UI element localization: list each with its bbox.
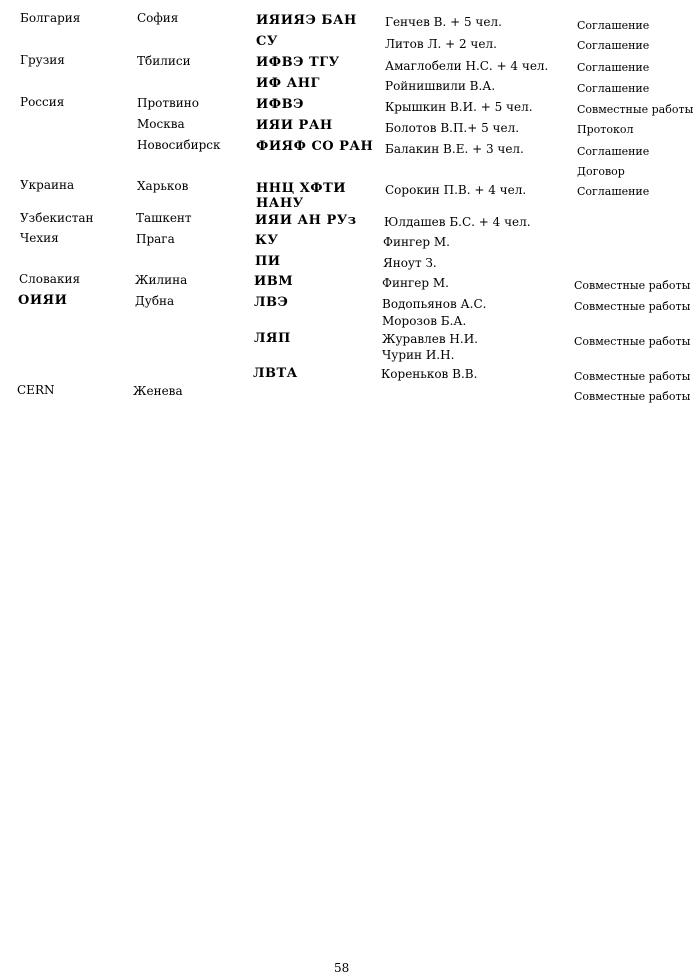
city-cell: Дубна bbox=[135, 294, 175, 308]
agreement-cell: Соглашение bbox=[577, 145, 650, 158]
city-cell: Жилина bbox=[135, 273, 188, 287]
institute-cell: ИЯИ АН РУз bbox=[255, 213, 357, 228]
agreement-cell: Совместные работы bbox=[574, 390, 691, 403]
country-cell: Узбекистан bbox=[20, 211, 94, 225]
persons-cell-line2: Чурин И.Н. bbox=[382, 348, 455, 362]
city-cell: Новосибирск bbox=[137, 138, 221, 152]
institute-cell: ЛВЭ bbox=[254, 295, 289, 310]
city-cell: Харьков bbox=[137, 179, 189, 193]
city-cell: Женева bbox=[133, 384, 183, 398]
institute-cell: ИВМ bbox=[254, 274, 294, 289]
persons-cell: Ройнишвили В.А. bbox=[385, 79, 496, 93]
country-cell: Чехия bbox=[20, 231, 59, 245]
country-cell: ОИЯИ bbox=[18, 293, 68, 308]
agreement-cell: Совместные работы bbox=[574, 370, 691, 383]
agreement-cell: Совместные работы bbox=[574, 279, 691, 292]
persons-cell: Крышкин В.И. + 5 чел. bbox=[385, 100, 533, 114]
institute-cell: ФИЯФ СО РАН bbox=[256, 139, 374, 154]
institute-cell: ИФ АНГ bbox=[256, 76, 320, 91]
agreement-cell: Договор bbox=[577, 165, 625, 178]
institute-cell: ЛВТА bbox=[253, 366, 298, 381]
institute-cell: ИФВЭ bbox=[256, 97, 304, 112]
institute-cell: ИФВЭ ТГУ bbox=[256, 55, 340, 70]
country-cell: Украина bbox=[20, 178, 75, 192]
institute-cell: ННЦ ХФТИ bbox=[256, 181, 347, 196]
persons-cell: Литов Л. + 2 чел. bbox=[385, 37, 497, 51]
persons-cell: Фингер М. bbox=[382, 276, 449, 290]
institute-cell: ПИ bbox=[255, 254, 281, 269]
city-cell: Протвино bbox=[137, 96, 199, 110]
institute-cell: ИЯИ РАН bbox=[256, 118, 333, 133]
persons-cell: Амаглобели Н.С. + 4 чел. bbox=[385, 59, 549, 73]
agreement-cell: Соглашение bbox=[577, 82, 650, 95]
persons-cell: Яноут З. bbox=[383, 256, 437, 270]
country-cell: CERN bbox=[17, 383, 55, 397]
institute-cell-line2: НАНУ bbox=[256, 196, 304, 211]
persons-cell-line2: Морозов Б.А. bbox=[382, 314, 467, 328]
agreement-cell: Соглашение bbox=[577, 185, 650, 198]
agreement-cell: Протокол bbox=[577, 123, 634, 136]
institute-cell: ЛЯП bbox=[254, 331, 291, 346]
country-cell: Россия bbox=[20, 95, 65, 109]
institute-cell: КУ bbox=[255, 233, 279, 248]
page-number: 58 bbox=[334, 961, 350, 975]
city-cell: Прага bbox=[136, 232, 175, 246]
country-cell: Грузия bbox=[20, 53, 65, 67]
institute-cell: ИЯИЯЭ БАН bbox=[256, 13, 357, 28]
persons-cell: Балакин В.Е. + 3 чел. bbox=[385, 142, 524, 156]
agreement-cell: Совместные работы bbox=[574, 300, 691, 313]
agreement-cell: Соглашение bbox=[577, 39, 650, 52]
persons-cell: Фингер М. bbox=[383, 235, 450, 249]
persons-cell: Болотов В.П.+ 5 чел. bbox=[385, 121, 520, 135]
institute-cell: СУ bbox=[256, 34, 278, 49]
country-cell: Болгария bbox=[20, 11, 81, 25]
city-cell: Ташкент bbox=[136, 211, 192, 225]
agreement-cell: Совместные работы bbox=[574, 335, 691, 348]
city-cell: Тбилиси bbox=[137, 54, 191, 68]
persons-cell: Сорокин П.В. + 4 чел. bbox=[385, 183, 527, 197]
persons-cell: Водопьянов А.С. bbox=[382, 297, 487, 311]
persons-cell: Кореньков В.В. bbox=[381, 367, 478, 381]
persons-cell: Юлдашев Б.С. + 4 чел. bbox=[384, 215, 531, 229]
city-cell: Москва bbox=[137, 117, 185, 131]
persons-cell: Генчев В. + 5 чел. bbox=[385, 15, 502, 29]
city-cell: София bbox=[137, 11, 179, 25]
agreement-cell: Совместные работы bbox=[577, 103, 694, 116]
agreement-cell: Соглашение bbox=[577, 61, 650, 74]
agreement-cell: Соглашение bbox=[577, 19, 650, 32]
persons-cell: Журавлев Н.И. bbox=[382, 332, 478, 346]
country-cell: Словакия bbox=[19, 272, 81, 286]
